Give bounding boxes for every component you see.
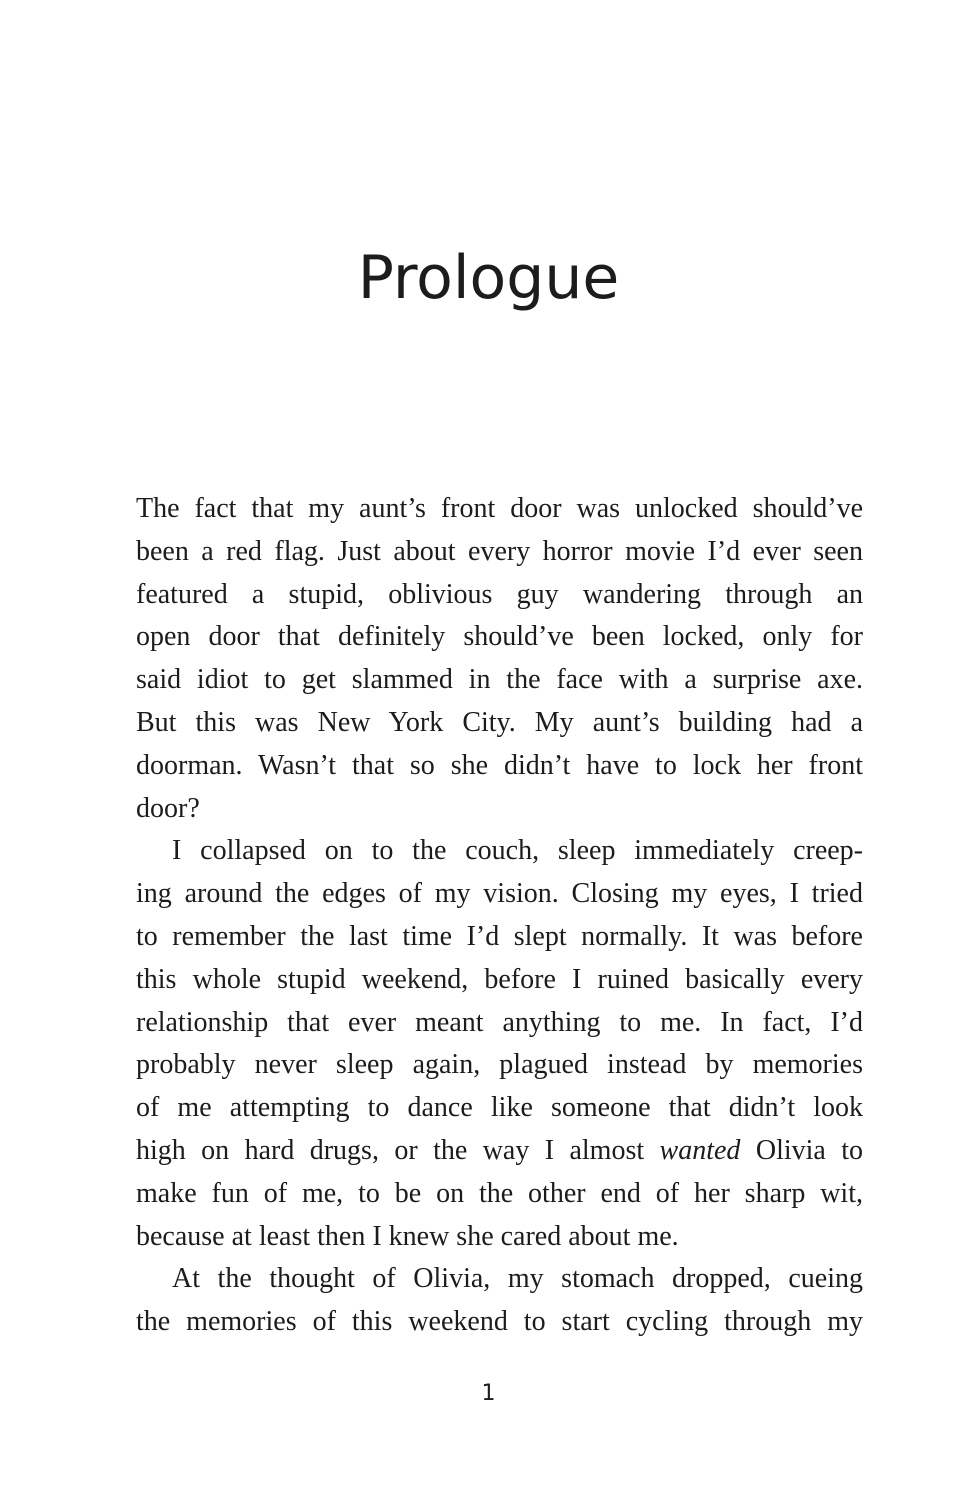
text-line: because at least then I knew she cared about me.: [136, 1220, 679, 1252]
body-text: [136, 488, 863, 1344]
text-segment: Olivia to: [755, 1134, 864, 1166]
text-line: door?: [136, 792, 200, 824]
text-line: been a red flag. Just about every horror movie I’d ever seen: [136, 535, 863, 567]
text-line: relationship that ever meant anything to me. In fact, I’d: [136, 1006, 863, 1038]
text-line: said idiot to get slammed in the face with a surprise axe.: [136, 664, 863, 696]
text-segment: high on hard drugs, or the way I almost: [136, 1134, 645, 1166]
text-line: probably never sleep again, plagued instead by memories: [136, 1049, 863, 1081]
text-line: of me attempting to dance like someone that didn’t look: [136, 1092, 863, 1124]
text-line: make fun of me, to be on the other end of her sharp wit,: [136, 1177, 863, 1209]
paragraph-3: [136, 1258, 863, 1344]
chapter-title: Prologue: [357, 243, 620, 313]
text-line: the memories of this weekend to start cycling through my: [136, 1306, 863, 1338]
text-line: The fact that my aunt’s front door was unlocked should’ve: [136, 493, 863, 524]
text-line: to remember the last time I’d slept normally. It was before: [136, 920, 863, 952]
paragraph-2: [136, 830, 863, 1258]
text-line: At the thought of Olivia, my stomach dropped, cueing: [172, 1263, 863, 1295]
text-line: this whole stupid weekend, before I ruined basically every: [136, 963, 863, 995]
emphasized-word: wanted: [659, 1134, 741, 1166]
text-line: But this was New York City. My aunt’s building had a: [136, 706, 863, 738]
paragraph-1: [136, 488, 863, 830]
text-line: featured a stupid, oblivious guy wandering through an: [136, 578, 863, 610]
text-line: ing around the edges of my vision. Closing my eyes, I tried: [136, 878, 863, 910]
page-number: 1: [481, 1381, 496, 1406]
text-line-with-emphasis: [136, 1130, 863, 1173]
text-line: doorman. Wasn’t that so she didn’t have to lock her front: [136, 749, 863, 781]
text-line: I collapsed on to the couch, sleep immediately creep-: [172, 835, 863, 867]
text-line: open door that definitely should’ve been locked, only for: [136, 621, 863, 653]
